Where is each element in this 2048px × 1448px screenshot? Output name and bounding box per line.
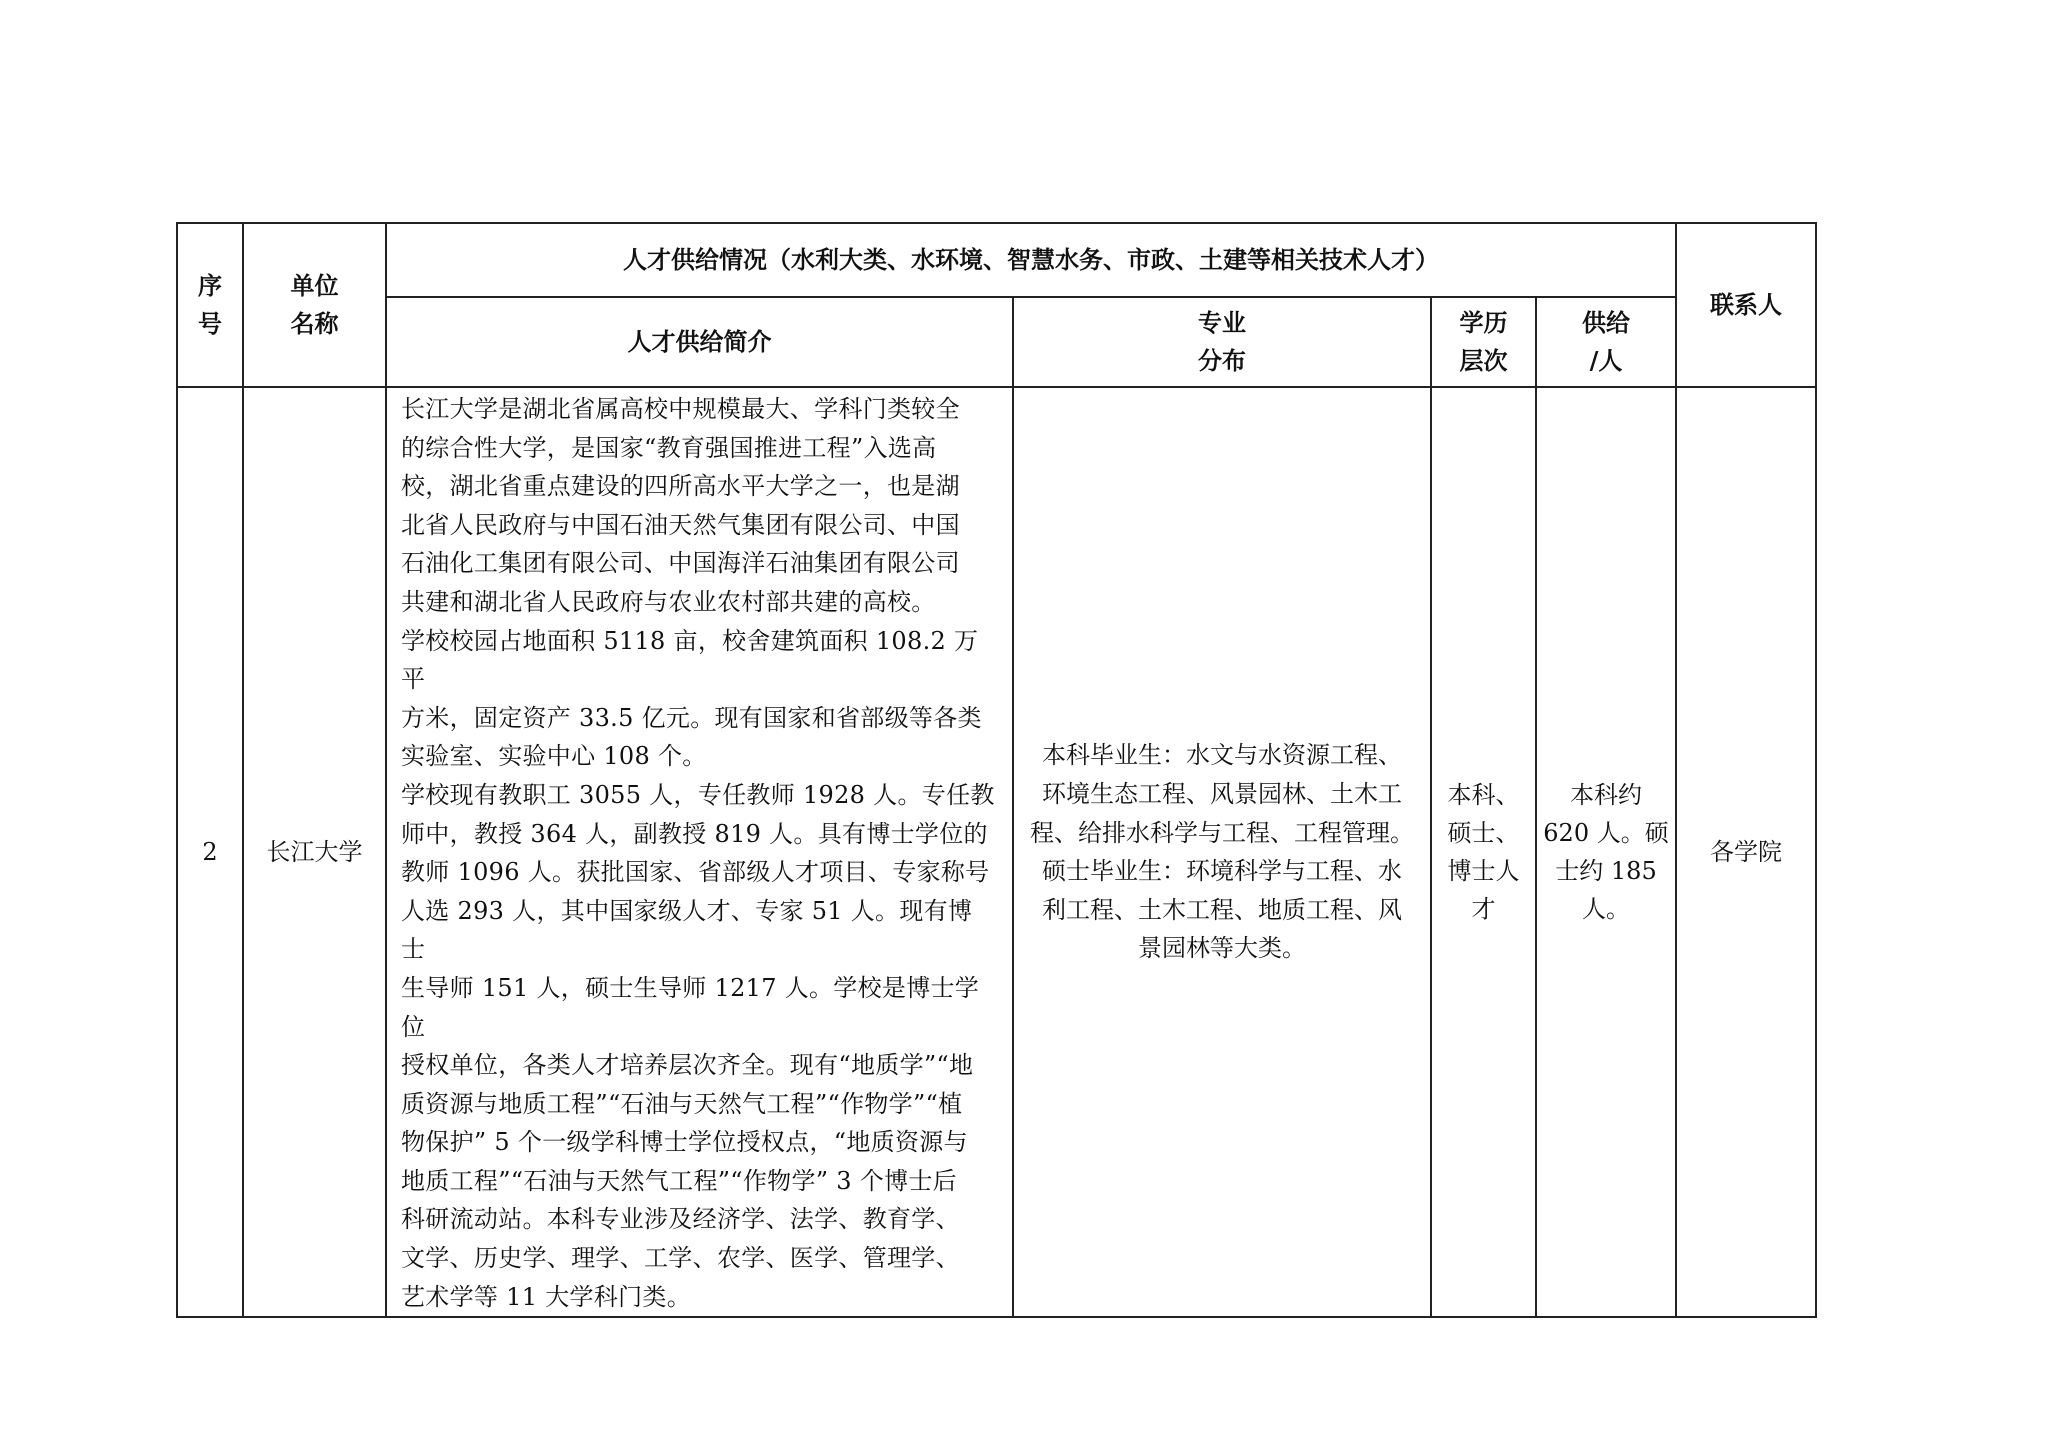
- header-intro: 人才供给简介: [386, 297, 1013, 387]
- header-seq: 序 号: [177, 223, 243, 387]
- header-degree: 学历 层次: [1431, 297, 1536, 387]
- talent-supply-table: [176, 222, 1817, 1318]
- cell-seq: 2: [177, 387, 243, 1317]
- cell-unit-name: 长江大学: [243, 387, 386, 1317]
- cell-contact: 各学院: [1676, 387, 1816, 1317]
- table-row: [177, 387, 1816, 1317]
- header-major: 专业 分布: [1013, 297, 1431, 387]
- cell-degree-level: 本科、 硕士、 博士人 才: [1431, 387, 1536, 1317]
- header-supply: 供给 /人: [1536, 297, 1676, 387]
- cell-supply-count: 本科约 620 人。硕 士约 185 人。: [1536, 387, 1676, 1317]
- cell-major-distribution: 本科毕业生：水文与水资源工程、 环境生态工程、风景园林、土木工 程、给排水科学与工程、工程管理。 硕士毕业生：环境科学与工程、水 利工程、土木工程、地质工程、风 景园林等大类。: [1013, 387, 1431, 1317]
- header-unit-name: 单位 名称: [243, 223, 386, 387]
- cell-intro: 长江大学是湖北省属高校中规模最大、学科门类较全 的综合性大学，是国家“教育强国推进工程”入选高 校，湖北省重点建设的四所高水平大学之一，也是湖 北省人民政府与中国石油天然气集团有限公司、中国 石油化工集团有限公司、中国海洋石油集团有限公司 共建和湖北省人民政府与农业农村部共建的高校。 学校校园占地面积 5118 亩，校舍建筑面积 108.2 万平 方米，固定资产 33.5 亿元。现有国家和省部级等各类 实验室、实验中心 108 个。 学校现有教职工 3055 人，专任教师 1928 人。专任教 师中，教授 364 人，副教授 819 人。具有博士学位的 教师 1096 人。获批国家、省部级人才项目、专家称号 人选 293 人，其中国家级人才、专家 51 人。现有博士 生导师 151 人，硕士生导师 1217 人。学校是博士学位 授权单位，各类人才培养层次齐全。现有“地质学”“地 质资源与地质工程”“石油与天然气工程”“作物学”“植 物保护” 5 个一级学科博士学位授权点，“地质资源与 地质工程”“石油与天然气工程”“作物学” 3 个博士后 科研流动站。本科专业涉及经济学、法学、教育学、 文学、历史学、理学、工学、农学、医学、管理学、 艺术学等 11 大学科门类。: [386, 387, 1013, 1317]
- header-group-title: 人才供给情况（水利大类、水环境、智慧水务、市政、土建等相关技术人才）: [386, 223, 1676, 297]
- header-contact: 联系人: [1676, 223, 1816, 387]
